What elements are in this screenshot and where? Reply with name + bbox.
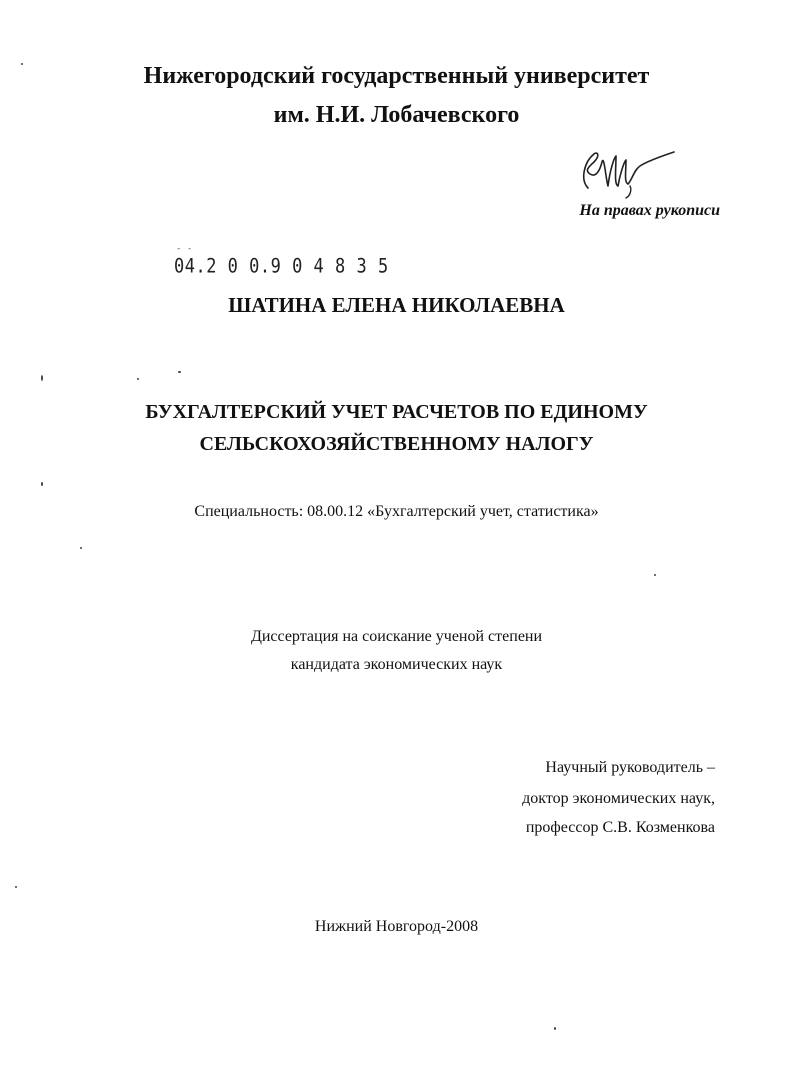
dissertation-line2: кандидата экономических наук — [290, 656, 503, 673]
stamp-mark: - - — [176, 244, 193, 254]
supervisor-line1: Научный руководитель – — [545, 759, 715, 776]
scan-speck — [15, 886, 17, 888]
supervisor-line2: доктор экономических наук, — [522, 790, 715, 807]
scan-speck — [21, 63, 23, 65]
university-name-line2: им. Н.И. Лобачевского — [273, 102, 520, 128]
supervisor-line3: профессор С.В. Козменкова — [525, 819, 715, 836]
scan-speck — [654, 574, 656, 576]
rights-note: На правах рукописи — [579, 202, 720, 219]
specialty: Специальность: 08.00.12 «Бухгалтерский учет, статистика» — [194, 503, 599, 520]
author-name: ШАТИНА ЕЛЕНА НИКОЛАЕВНА — [228, 293, 565, 317]
scan-speck — [554, 1027, 556, 1030]
registration-stamp: 04.2 0 0.9 0 4 8 3 5 — [174, 255, 389, 278]
university-name-line1: Нижегородский государственный университет — [143, 63, 650, 89]
scan-speck — [41, 375, 43, 381]
signature-icon — [570, 140, 680, 200]
scan-speck — [80, 547, 82, 549]
dissertation-line1: Диссертация на соискание ученой степени — [250, 628, 543, 645]
title-line2: СЕЛЬСКОХОЗЯЙСТВЕННОМУ НАЛОГУ — [199, 433, 594, 455]
title-line1: БУХГАЛТЕРСКИЙ УЧЕТ РАСЧЕТОВ ПО ЕДИНОМУ — [145, 401, 648, 423]
scan-speck — [137, 378, 139, 380]
scan-speck — [41, 482, 43, 486]
scan-speck — [178, 371, 181, 373]
city-year: Нижний Новгород-2008 — [314, 918, 479, 935]
